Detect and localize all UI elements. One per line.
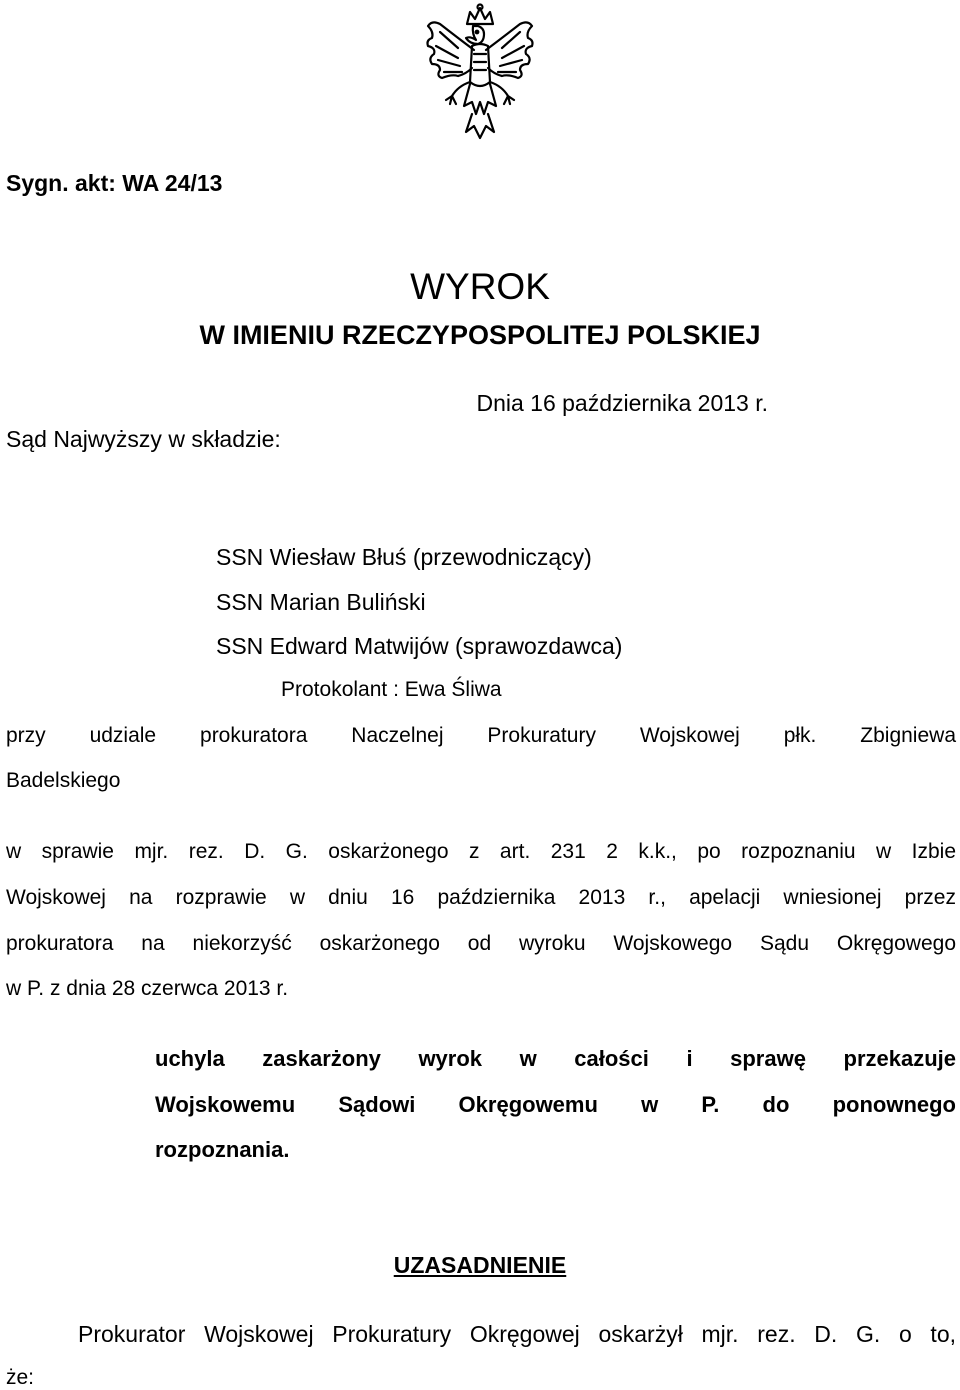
judge-1: SSN Wiesław Błuś (przewodniczący) — [216, 544, 592, 570]
protokolant: Protokolant : Ewa Śliwa — [281, 678, 502, 701]
verdict-line-3: rozpoznania. — [155, 1137, 290, 1162]
judge-2: SSN Marian Buliński — [216, 589, 426, 615]
judge-3: SSN Edward Matwijów (sprawozdawca) — [216, 633, 623, 659]
case-signature: Sygn. akt: WA 24/13 — [6, 170, 223, 196]
verdict-line-2: Wojskowemu Sądowi Okręgowemu w P. do ponownego — [155, 1092, 956, 1117]
document-subtitle: W IMIENIU RZECZYPOSPOLITEJ POLSKIEJ — [199, 320, 761, 350]
court-label: Sąd Najwyższy w składzie: — [6, 426, 281, 452]
judgment-date: Dnia 16 października 2013 r. — [476, 390, 768, 416]
ze-label: że: — [6, 1366, 35, 1389]
verdict-line-1: uchyla zaskarżony wyrok w całości i sprawę przekazuje — [155, 1046, 956, 1071]
prosecutor-line-2: Badelskiego — [6, 769, 121, 792]
polish-eagle-emblem-icon — [418, 2, 542, 142]
uzasadnienie-text: Prokurator Wojskowej Prokuratury Okręgowej oskarżył mjr. rez. D. G. o to, — [78, 1321, 956, 1347]
case-line-1: w sprawie mjr. rez. D. G. oskarżonego z art. 231 2 k.k., po rozpoznaniu w Izbie — [6, 840, 956, 863]
document-title: WYROK — [410, 266, 550, 307]
case-line-2: Wojskowej na rozprawie w dniu 16 października 2013 r., apelacji wniesionej przez — [6, 886, 956, 909]
prosecutor-line-1: przy udziale prokuratora Naczelnej Prokuratury Wojskowej płk. Zbigniewa — [6, 724, 956, 747]
case-line-3: prokuratora na niekorzyść oskarżonego od wyroku Wojskowego Sądu Okręgowego — [6, 932, 956, 955]
uzasadnienie-heading: UZASADNIENIE — [393, 1252, 567, 1278]
case-line-4: w P. z dnia 28 czerwca 2013 r. — [6, 977, 289, 1000]
